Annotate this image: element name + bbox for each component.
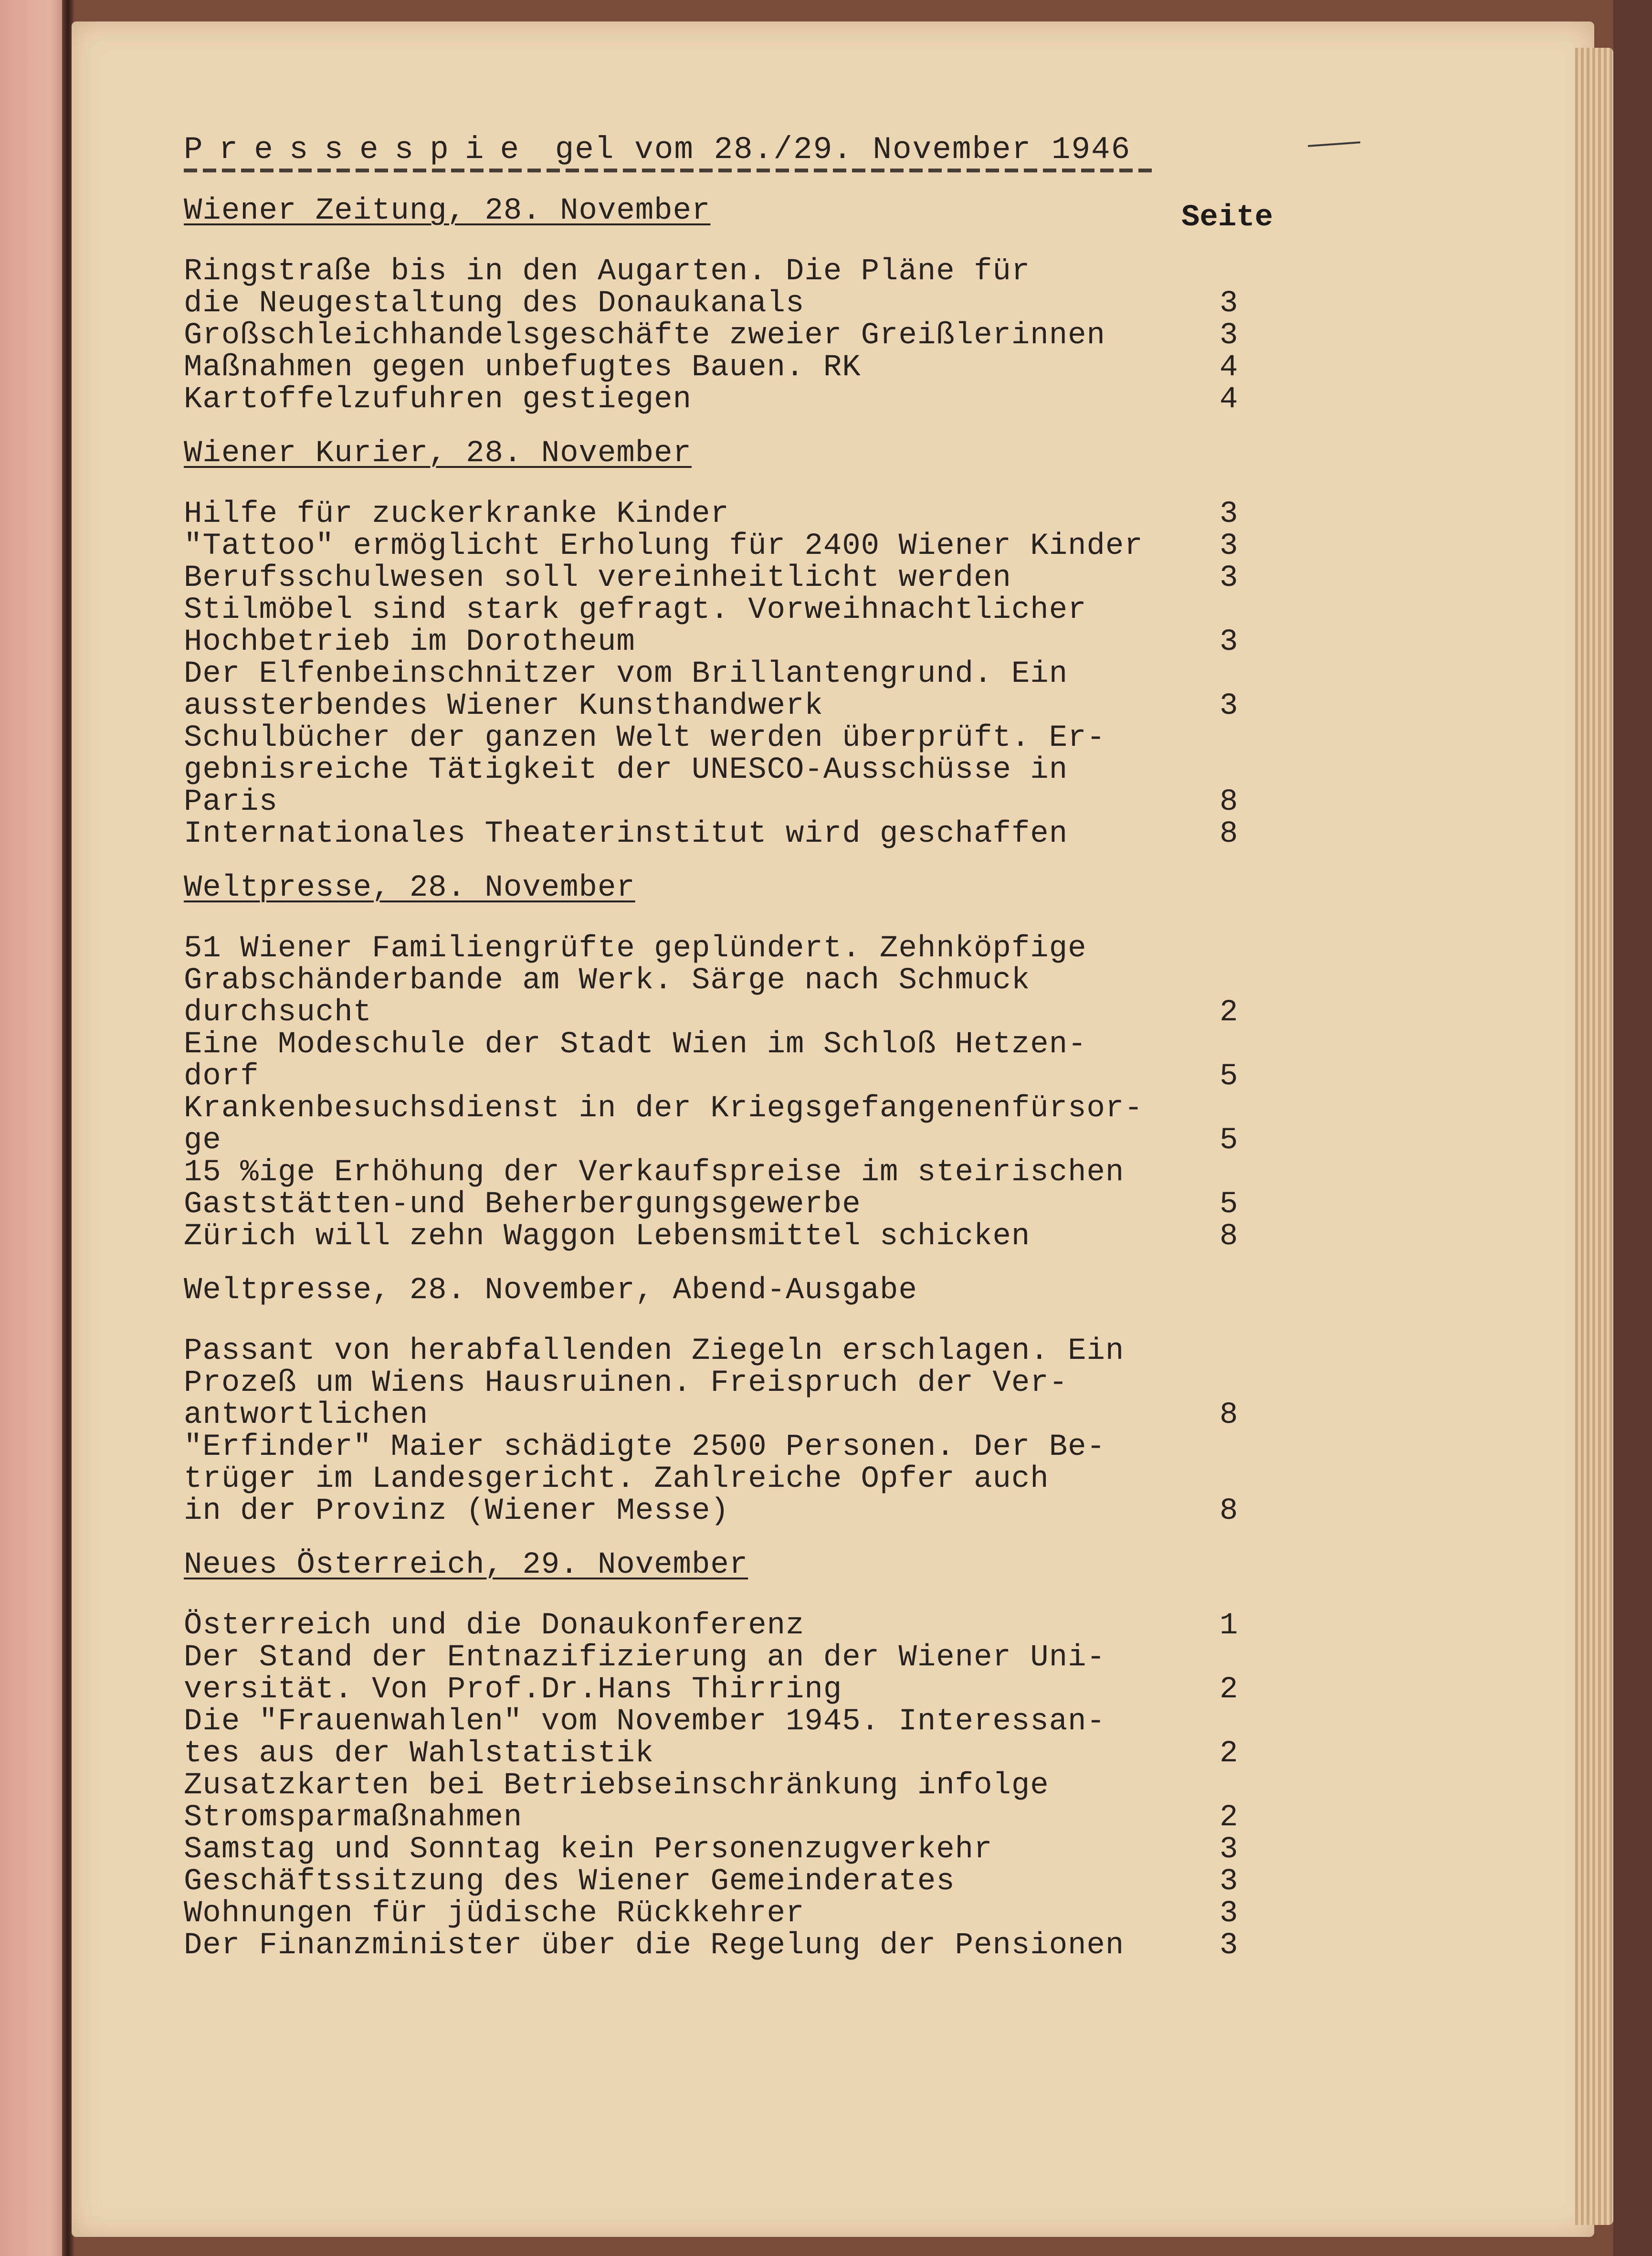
article-line [184, 1335, 1310, 1367]
article-text: Der Elfenbeinschnitzer vom Brillantengrund. Ein [184, 657, 1068, 691]
article-text: Gaststätten-und Beherbergungsgewerbe [184, 1187, 861, 1222]
article-text: dorf [184, 1059, 259, 1094]
page-number: 2 [1220, 1673, 1239, 1707]
article-line [184, 690, 1310, 722]
typewritten-text [184, 134, 1310, 1962]
background-strip [1613, 0, 1652, 2256]
article-text: Internationales Theaterinstitut wird geschaffen [184, 817, 1068, 851]
article-line [184, 320, 1310, 352]
section-gap [184, 227, 1310, 256]
article-line [184, 1125, 1310, 1157]
article-text: Geschäftssitzung des Wiener Gemeinderates [184, 1864, 955, 1899]
section-heading: Wiener Zeitung, 28. November [184, 194, 711, 228]
article-text: tes aus der Wahlstatistik [184, 1737, 654, 1771]
article-line [184, 722, 1310, 754]
page-number: 2 [1220, 1737, 1239, 1771]
article-line [184, 1706, 1310, 1738]
page-number: 4 [1220, 382, 1239, 417]
page-number: 8 [1220, 1494, 1239, 1528]
article-text: Maßnahmen gegen unbefugtes Bauen. RK [184, 350, 861, 385]
article-line [184, 1674, 1310, 1706]
page-number: 8 [1220, 1398, 1239, 1432]
article-text: "Erfinder" Maier schädigte 2500 Personen. Der Be- [184, 1430, 1105, 1464]
page-number: 8 [1220, 817, 1239, 851]
article-text: "Tattoo" ermöglicht Erholung für 2400 Wiener Kinder [184, 529, 1143, 563]
page-number: 5 [1220, 1059, 1239, 1094]
article-text: Eine Modeschule der Stadt Wien im Schloß Hetzen- [184, 1027, 1087, 1062]
article-text: 51 Wiener Familiengrüfte geplündert. Zehnköpfige [184, 932, 1087, 966]
article-line [184, 1898, 1310, 1930]
article-line [184, 1189, 1310, 1221]
article-line [184, 1463, 1310, 1495]
page-number: 3 [1220, 286, 1239, 321]
article-text: Zürich will zehn Waggon Lebensmittel schicken [184, 1219, 1031, 1254]
article-text: Kartoffelzufuhren gestiegen [184, 382, 692, 417]
article-text: 15 %ige Erhöhung der Verkaufspreise im steirischen [184, 1155, 1125, 1190]
article-line [184, 1093, 1310, 1125]
article-line [184, 786, 1310, 818]
article-text: Zusatzkarten bei Betriebseinschränkung infolge [184, 1769, 1049, 1803]
article-text: Stromsparmaßnahmen [184, 1801, 523, 1835]
article-line [184, 352, 1310, 384]
article-text: Der Stand der Entnazifizierung an der Wiener Uni- [184, 1641, 1105, 1675]
section-gap [184, 904, 1310, 933]
article-text: Wohnungen für jüdische Rückkehrer [184, 1896, 805, 1931]
article-text: Großschleichhandelsgeschäfte zweier Greißlerinnen [184, 318, 1105, 353]
article-line [184, 1770, 1310, 1802]
article-text: Ringstraße bis in den Augarten. Die Pläne für [184, 254, 1031, 289]
article-line [184, 1642, 1310, 1674]
article-text: Grabschänderbande am Werk. Särge nach Schmuck [184, 964, 1031, 998]
article-line [184, 818, 1310, 850]
article-line [184, 997, 1310, 1029]
article-text: aussterbendes Wiener Kunsthandwerk [184, 689, 823, 723]
press-section [184, 195, 1310, 416]
article-text: Hochbetrieb im Dorotheum [184, 625, 635, 659]
page-number: 4 [1220, 350, 1239, 385]
article-text: Österreich und die Donaukonferenz [184, 1609, 805, 1643]
sections-list [184, 195, 1310, 1962]
article-line [184, 1029, 1310, 1061]
page-title [184, 134, 1310, 166]
page-number: 8 [1220, 785, 1239, 819]
article-line [184, 562, 1310, 594]
section-gap [184, 470, 1310, 498]
page-number: 1 [1220, 1609, 1239, 1643]
press-section [184, 1549, 1310, 1962]
article-line [184, 256, 1310, 288]
article-line [184, 1367, 1310, 1399]
press-section [184, 1275, 1310, 1527]
article-text: Der Finanzminister über die Regelung der Pensionen [184, 1928, 1125, 1963]
article-text: Berufsschulwesen soll vereinheitlicht werden [184, 561, 1011, 595]
page-number: 3 [1220, 1928, 1239, 1963]
page-number: 3 [1220, 561, 1239, 595]
page-number: 3 [1220, 529, 1239, 563]
article-line [184, 626, 1310, 658]
title-spaced-part: Pressespie [184, 132, 536, 168]
article-text: Paris [184, 785, 278, 819]
section-heading: Weltpresse, 28. November, Abend-Ausgabe [184, 1273, 917, 1308]
press-section [184, 438, 1310, 850]
article-text: Prozeß um Wiens Hausruinen. Freispruch der Ver- [184, 1366, 1068, 1400]
article-line [184, 384, 1310, 416]
page-number: 3 [1220, 1896, 1239, 1931]
page-number: 3 [1220, 497, 1239, 531]
article-line [184, 1930, 1310, 1962]
article-line [184, 933, 1310, 965]
article-text: ge [184, 1123, 221, 1158]
page-column-label: Seite [1181, 201, 1273, 235]
page-stack-edges [1575, 48, 1613, 2225]
article-line [184, 965, 1310, 997]
article-line [184, 498, 1310, 530]
article-line [184, 754, 1310, 786]
article-line [184, 1610, 1310, 1642]
page-number: 3 [1220, 1864, 1239, 1899]
article-text: Hilfe für zuckerkranke Kinder [184, 497, 729, 531]
title-rule [184, 169, 1157, 172]
section-gap [184, 1581, 1310, 1610]
article-text: in der Provinz (Wiener Messe) [184, 1494, 729, 1528]
article-text: Passant von herabfallenden Ziegeln erschlagen. Ein [184, 1334, 1125, 1368]
article-text: die Neugestaltung des Donaukanals [184, 286, 805, 321]
section-heading: Wiener Kurier, 28. November [184, 436, 692, 471]
article-text: Krankenbesuchsdienst in der Kriegsgefangenenfürsor- [184, 1091, 1143, 1126]
article-line [184, 288, 1310, 320]
page-number: 5 [1220, 1187, 1239, 1222]
article-text: Samstag und Sonntag kein Personenzugverkehr [184, 1832, 993, 1867]
press-section [184, 872, 1310, 1253]
page-number: 2 [1220, 1801, 1239, 1835]
title-rest: gel vom 28./29. November 1946 [555, 132, 1131, 168]
page-number: 5 [1220, 1123, 1239, 1158]
article-line [184, 658, 1310, 690]
section-heading: Neues Österreich, 29. November [184, 1548, 748, 1582]
article-line [184, 1738, 1310, 1770]
page-number: 8 [1220, 1219, 1239, 1254]
article-line [184, 594, 1310, 626]
article-text: Die "Frauenwahlen" vom November 1945. Interessan- [184, 1705, 1105, 1739]
article-line [184, 1157, 1310, 1189]
article-line [184, 1834, 1310, 1866]
page-number: 3 [1220, 1832, 1239, 1867]
page-number: 2 [1220, 996, 1239, 1030]
facing-page-edge [0, 0, 72, 2256]
section-gap [184, 1307, 1310, 1335]
article-line [184, 1495, 1310, 1527]
article-text: antwortlichen [184, 1398, 429, 1432]
article-text: gebnisreiche Tätigkeit der UNESCO-Ausschüsse in [184, 753, 1068, 787]
article-text: Stilmöbel sind stark gefragt. Vorweihnachtlicher [184, 593, 1087, 627]
page-number: 3 [1220, 625, 1239, 659]
article-line [184, 1802, 1310, 1834]
article-line [184, 1061, 1310, 1093]
article-line [184, 1221, 1310, 1253]
article-text: durchsucht [184, 996, 372, 1030]
article-line [184, 1399, 1310, 1431]
page-number: 3 [1220, 318, 1239, 353]
article-line [184, 1866, 1310, 1898]
article-line [184, 530, 1310, 562]
article-text: Schulbücher der ganzen Welt werden überprüft. Er- [184, 721, 1105, 755]
page-number: 3 [1220, 689, 1239, 723]
article-line [184, 1431, 1310, 1463]
article-text: trüger im Landesgericht. Zahlreiche Opfer auch [184, 1462, 1049, 1496]
section-heading: Weltpresse, 28. November [184, 871, 635, 905]
article-text: versität. Von Prof.Dr.Hans Thirring [184, 1673, 842, 1707]
